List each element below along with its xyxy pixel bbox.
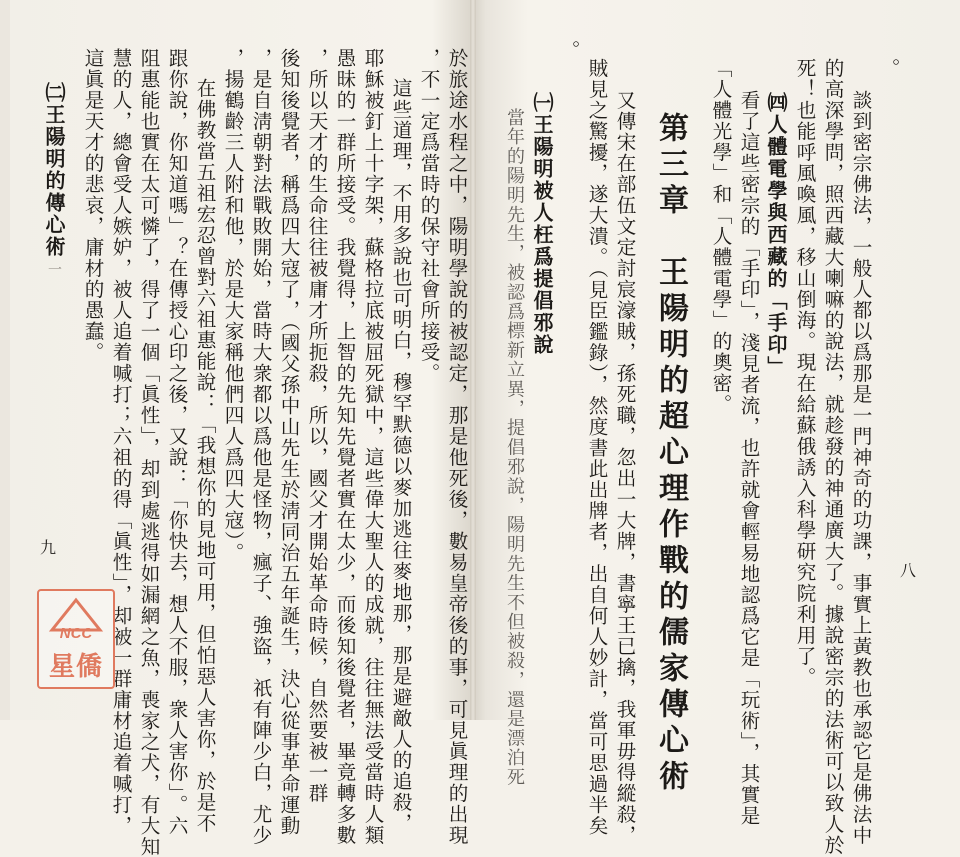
text-column: ，所以天才的生命往往被庸才所扼殺，所以，國父才開始革命時候，自然要被一群 — [305, 48, 328, 804]
text-column: 的高深學問，照西藏大喇嘛的說法，就趁發的神通廣大了。據說密宗的法術可以致人於 — [821, 58, 844, 856]
text-column: 愚昧的一群所接受。我覺得，上智的先知先覺者實在太少，而後知後覺者，畢竟轉多數 — [333, 48, 356, 846]
text-column: 慧的人，總會受人嫉妒，被人追着喊打；六祖的得「眞性」，却被一群庸材追着喊打， — [109, 48, 132, 837]
text-column: 。 — [877, 58, 900, 79]
page-number: 九 — [40, 538, 57, 557]
text-column: ，不一定爲當時的保守社會所接受。 — [417, 48, 440, 384]
section-heading: ㈣人體電學與西藏的「手印」 — [764, 92, 788, 378]
text-column: 後知後覺者，稱爲四大寇了，（國父孫中山先生於淸同治五年誕生，決心從事革命運動 — [277, 48, 300, 837]
book-gutter — [470, 0, 476, 720]
text-column: 死！也能呼風喚風，移山倒海。現在給蘇俄誘入科學研究院利用了。 — [793, 58, 816, 688]
ncc-stamp-logo — [37, 589, 115, 689]
text-column: 這些道理，不用多說也可明白，穆罕默德以麥加逃往麥地那，那是避敵人的追殺， — [389, 78, 412, 834]
left-page-edge — [0, 0, 10, 720]
text-column: 賊見之驚擾，遂大潰。（見臣鑑錄），然度書此出牌者，出自何人妙計，當可思過半矣 — [585, 58, 608, 837]
chapter-title: 第三章 王陽明的超心理作戰的儒家傳心術 — [653, 112, 688, 796]
text-column: 談到密宗佛法，一般人都以爲那是一門神奇的功課，事實上黃教也承認它是佛法中 — [849, 90, 872, 846]
text-column: 耶穌被釘上十字架，蘇格拉底被屈死獄中，這些偉大聖人的成就，往往無法受當時人類 — [361, 48, 384, 846]
page-number: 八 — [900, 561, 917, 580]
stamp-text-bottom: 星僑 — [48, 652, 103, 682]
text-column: 又傳宋在部伍文定討宸濠賊，孫死職，忽出一大牌，書寧王已擒，我軍毋得縱殺， — [613, 90, 636, 846]
text-column: 。 — [557, 40, 580, 61]
bleed-column: 當年的陽明先生，被認爲標新立異，提倡邪說，陽明先生不但被殺，還是漂泊死 — [504, 108, 525, 787]
text-column: 跟你說，你知道嗎」？在傳授心印之後，又說：「你快去，想人不服，衆人害你」。六 — [165, 48, 188, 837]
text-column: 「人體光學」和「人體電學」的奧密。 — [709, 58, 732, 415]
section-heading: ㈠王陽明被人枉爲提倡邪說 — [530, 92, 554, 356]
text-column: 這眞是天才的悲哀，庸材的愚蠢。 — [81, 48, 104, 363]
text-column: 在佛教當五祖宏忍曾對六祖惠能說：「我想你的見地可用，但怕惡人害你，於是不 — [193, 78, 216, 834]
section-heading: ㈡王陽明的傳心術 — [42, 82, 66, 258]
text-column: ，揚鶴齡三人附和他，於是大家稱他們四人爲四大寇）。 — [221, 48, 244, 564]
trailing-fragment: 一 — [46, 262, 62, 278]
text-column: 於旅途水程之中，陽明學說的被認定，那是他死後，數易皇帝後的事，可見眞理的出現 — [445, 48, 468, 846]
text-column: 阻惠能也實在太可憐了，得了一個「眞性」，却到處逃得如漏網之魚，喪家之犬，有大知 — [137, 48, 160, 857]
stamp-text-top: NCC — [59, 625, 93, 642]
text-column: 看了這些密宗的「手印」，淺見者流，也許就會輕易地認爲它是「玩術」，其實是 — [737, 90, 760, 827]
text-column: ，是自淸朝對法戰敗開始，當時大衆都以爲他是怪物，瘋子、強盜，祇有陣少白，尤少 — [249, 48, 272, 846]
